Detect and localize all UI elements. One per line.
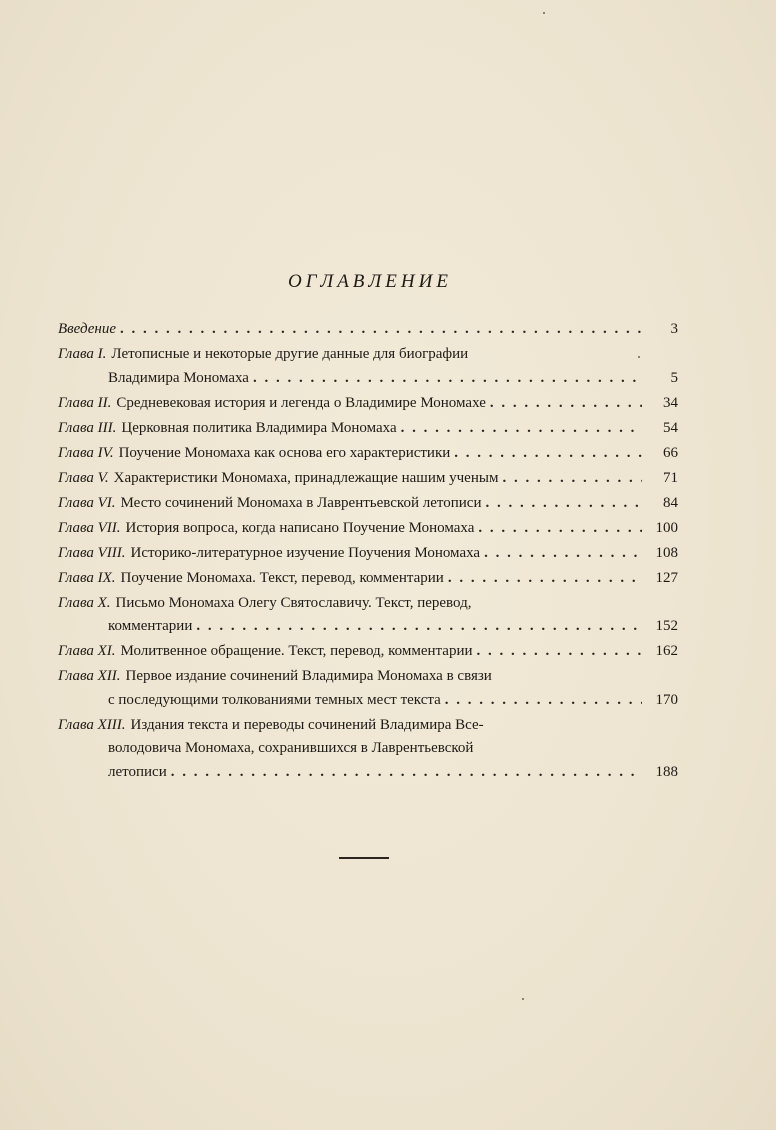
chapter-number: Глава XII. [58,668,121,684]
chapter-title: Поучение Мономаха. Текст, перевод, комментарии [120,569,444,586]
paper-speck [638,356,640,358]
dot-leader [478,517,642,541]
toc-entry [58,442,678,466]
toc-line [58,689,678,713]
page-number: 127 [655,569,678,586]
chapter-number: Глава X. [58,594,111,611]
chapter-number: Глава IV. [58,444,114,461]
table-of-contents [58,318,678,786]
chapter-number: Глава IX. [58,569,116,586]
chapter-title: с последующими толкованиями темных мест текста [108,691,441,708]
dot-leader [120,318,642,342]
paper-speck [543,12,545,14]
toc-entry [58,640,678,664]
chapter-title: Введение [58,321,116,337]
dot-leader [490,392,642,416]
chapter-number: Глава III. [58,419,117,436]
dot-leader [477,640,642,664]
chapter-number: Глава I. [58,346,107,362]
chapter-title: Первое издание сочинений Владимира Мономаха в связи [125,668,492,684]
page-number: 162 [655,643,678,659]
chapter-title: Средневековая история и легенда о Владимире Мономахе [116,394,486,411]
dot-leader [454,442,642,466]
chapter-number: Глава VI. [58,494,116,511]
chapter-number: Глава V. [58,469,109,486]
page-number: 108 [655,544,678,561]
chapter-title: Письмо Мономаха Олегу Святославичу. Текст, перевод, [115,594,472,611]
chapter-title: Церковная политика Владимира Мономаха [121,419,397,436]
chapter-title: Владимира Мономаха [108,369,249,386]
chapter-number: Глава XIII. [58,716,126,733]
page-number: 170 [655,691,678,708]
chapter-title: Место сочинений Мономаха в Лаврентьевской летописи [120,494,482,511]
chapter-title: История вопроса, когда написано Поучение Мономаха [125,519,475,536]
chapter-number: Глава VIII. [58,544,126,561]
toc-line [58,640,678,664]
toc-entry [58,592,678,639]
page-number: 34 [663,394,678,411]
chapter-number: Глава II. [58,394,112,411]
toc-entry [58,392,678,416]
toc-entry [58,343,678,390]
page-number: 66 [663,444,678,461]
toc-entry [58,542,678,566]
page-number: 100 [655,519,678,536]
toc-entry [58,665,678,712]
page-number: 152 [655,618,678,634]
page-number: 54 [663,419,678,436]
closing-rule [339,857,389,859]
toc-line [58,517,678,541]
toc-line [58,567,678,591]
page-number: 3 [670,321,678,337]
toc-line [58,592,678,616]
dot-leader [485,492,642,516]
dot-leader [253,367,642,391]
page-number: 188 [655,763,678,780]
toc-entry [58,318,678,342]
chapter-title: Историко-литературное изучение Поучения Мономаха [130,544,481,561]
toc-line [58,392,678,416]
toc-line [58,615,678,639]
page-number: 71 [663,469,678,486]
dot-leader [484,542,642,566]
chapter-title: Молитвенное обращение. Текст, перевод, комментарии [120,643,473,659]
toc-line [58,367,678,391]
paper-speck [522,998,524,1000]
chapter-title: Издания текста и переводы сочинений Владимира Все- [130,716,484,733]
toc-title: ОГЛАВЛЕНИЕ [288,271,452,292]
toc-line [58,492,678,516]
toc-entry [58,492,678,516]
dot-leader [502,467,642,491]
page-number: 84 [663,494,678,511]
toc-line [58,442,678,466]
dot-leader [171,761,642,785]
toc-line [58,542,678,566]
chapter-number: Глава VII. [58,519,121,536]
chapter-number: Глава XI. [58,643,116,659]
dot-leader [448,567,642,591]
dot-leader [401,417,642,441]
page-number: 5 [670,369,678,386]
toc-line [58,714,678,738]
chapter-title: Характеристики Мономаха, принадлежащие нашим ученым [113,469,499,486]
toc-line [58,467,678,491]
toc-entry [58,567,678,591]
toc-line [58,761,678,785]
toc-line [58,737,678,761]
toc-entry [58,517,678,541]
toc-entry [58,417,678,441]
chapter-title: Летописные и некоторые другие данные для биографии [111,346,469,362]
chapter-title: Поучение Мономаха как основа его характеристики [118,444,451,461]
chapter-title: комментарии [108,618,193,634]
dot-leader [445,689,642,713]
toc-line [58,665,678,689]
toc-line [58,343,678,367]
toc-entry [58,467,678,491]
toc-line [58,318,678,342]
dot-leader [196,615,642,639]
toc-entry [58,714,678,785]
chapter-title: володовича Мономаха, сохранившихся в Лаврентьевской [108,740,474,756]
chapter-title: летописи [108,763,167,780]
toc-line [58,417,678,441]
